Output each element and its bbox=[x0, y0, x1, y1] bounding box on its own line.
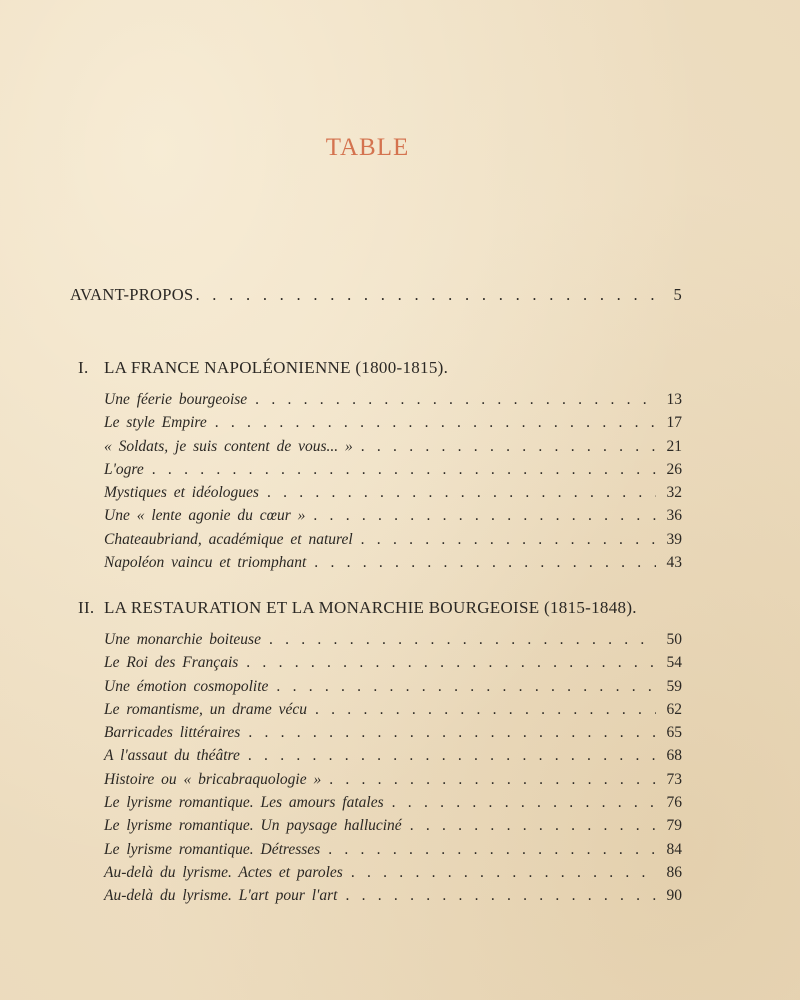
entry-page-number: 84 bbox=[666, 840, 682, 858]
entry-page-number: 21 bbox=[666, 437, 682, 455]
entry-page-number: 50 bbox=[666, 631, 682, 648]
entry-page-number: 73 bbox=[666, 770, 682, 788]
dot-leader bbox=[314, 554, 656, 572]
toc-entry bbox=[104, 554, 682, 577]
entry-label: AVANT-PROPOS bbox=[70, 285, 194, 304]
entry-page-number: 62 bbox=[666, 700, 682, 718]
entry-label: Le lyrisme romantique. Détresses bbox=[104, 840, 321, 858]
section-title: LA FRANCE NAPOLÉONIENNE (1800-1815). bbox=[104, 358, 449, 377]
entry-label: Chateaubriand, académique et naturel bbox=[104, 530, 353, 548]
toc-entry bbox=[104, 817, 682, 840]
section-heading bbox=[78, 597, 682, 619]
entry-label: Au-delà du lyrisme. L'art pour l'art bbox=[104, 887, 338, 905]
section-title: LA RESTAURATION ET LA MONARCHIE BOURGEOISE (1815-1848). bbox=[104, 598, 637, 617]
entry-label: Le style Empire bbox=[104, 414, 207, 432]
entry-label: A l'assaut du théâtre bbox=[104, 747, 240, 765]
entry-page-number: 32 bbox=[666, 484, 682, 502]
entry-page-number: 43 bbox=[666, 554, 682, 572]
entry-label: Mystiques et idéologues bbox=[104, 484, 259, 502]
entry-page-number: 26 bbox=[666, 460, 682, 478]
toc-entry bbox=[104, 631, 682, 654]
entry-label: Le romantisme, un drame vécu bbox=[104, 700, 307, 718]
entry-label: Une « lente agonie du cœur » bbox=[104, 507, 306, 525]
entry-page-number: 86 bbox=[666, 863, 682, 881]
toc-entry bbox=[104, 507, 682, 530]
dot-leader bbox=[246, 654, 656, 672]
toc-entry bbox=[104, 887, 682, 910]
section-number: II. bbox=[78, 598, 95, 617]
entry-page-number: 65 bbox=[666, 724, 682, 742]
toc-section-2 bbox=[78, 597, 682, 911]
dot-leader bbox=[351, 864, 656, 882]
entry-page-number: 54 bbox=[666, 654, 682, 672]
entry-label: Une émotion cosmopolite bbox=[104, 677, 269, 695]
entry-label: Histoire ou « bricabraquologie » bbox=[104, 770, 322, 788]
dot-leader bbox=[152, 461, 656, 479]
entry-page-number: 36 bbox=[666, 507, 682, 525]
entry-page-number: 76 bbox=[666, 794, 682, 812]
entry-label: Napoléon vaincu et triomphant bbox=[104, 554, 307, 572]
dot-leader bbox=[313, 507, 656, 525]
entry-label: « Soldats, je suis content de vous... » bbox=[104, 437, 353, 455]
entry-label: Le lyrisme romantique. Un paysage halluciné bbox=[104, 817, 402, 835]
toc-entry bbox=[104, 678, 682, 701]
toc-entry bbox=[104, 771, 682, 794]
toc-entry bbox=[104, 724, 682, 747]
dot-leader bbox=[315, 701, 656, 719]
entry-page-number: 79 bbox=[666, 817, 682, 835]
entry-label: Une féerie bourgeoise bbox=[104, 391, 248, 408]
toc-section-1 bbox=[78, 357, 682, 577]
entry-page-number: 59 bbox=[666, 677, 682, 695]
toc-entry bbox=[104, 794, 682, 817]
toc-entry bbox=[104, 438, 682, 461]
dot-leader bbox=[361, 531, 656, 549]
dot-leader bbox=[255, 391, 656, 409]
toc-entry bbox=[104, 414, 682, 437]
toc-entry bbox=[104, 531, 682, 554]
entry-label: Le Roi des Français bbox=[104, 654, 239, 672]
page-title: TABLE bbox=[325, 134, 410, 161]
entry-page-number: 39 bbox=[666, 530, 682, 548]
section-entries bbox=[104, 631, 682, 911]
dot-leader bbox=[345, 887, 656, 905]
dot-leader bbox=[410, 817, 656, 835]
entry-page-number: 5 bbox=[673, 285, 682, 304]
toc-entry bbox=[104, 484, 682, 507]
toc-entry bbox=[104, 461, 682, 484]
dot-leader bbox=[329, 771, 656, 789]
entry-label: Le lyrisme romantique. Les amours fatales bbox=[104, 794, 384, 812]
entry-page-number: 17 bbox=[666, 414, 682, 432]
dot-leader bbox=[267, 484, 656, 502]
entry-label: Barricades littéraires bbox=[104, 724, 241, 742]
entry-page-number: 68 bbox=[666, 747, 682, 765]
toc-entry-avant-propos bbox=[70, 285, 682, 305]
dot-leader bbox=[276, 678, 656, 696]
toc-entry bbox=[104, 864, 682, 887]
toc-entry bbox=[104, 391, 682, 414]
dot-leader bbox=[215, 414, 656, 432]
entry-page-number: 90 bbox=[666, 887, 682, 905]
toc-entry bbox=[104, 841, 682, 864]
dot-leader bbox=[195, 285, 656, 305]
entry-label: Une monarchie boiteuse bbox=[104, 631, 261, 648]
toc-entry bbox=[104, 701, 682, 724]
entry-label: L'ogre bbox=[104, 460, 144, 478]
entry-page-number: 13 bbox=[666, 391, 682, 408]
dot-leader bbox=[392, 794, 656, 812]
dot-leader bbox=[328, 841, 656, 859]
toc-entry bbox=[104, 747, 682, 770]
section-number: I. bbox=[78, 358, 89, 377]
toc-entry bbox=[104, 654, 682, 677]
dot-leader bbox=[248, 724, 656, 742]
entry-label: Au-delà du lyrisme. Actes et paroles bbox=[104, 863, 343, 881]
dot-leader bbox=[361, 438, 656, 456]
dot-leader bbox=[248, 747, 656, 765]
section-heading bbox=[78, 357, 682, 379]
dot-leader bbox=[269, 631, 656, 649]
section-entries bbox=[104, 391, 682, 577]
